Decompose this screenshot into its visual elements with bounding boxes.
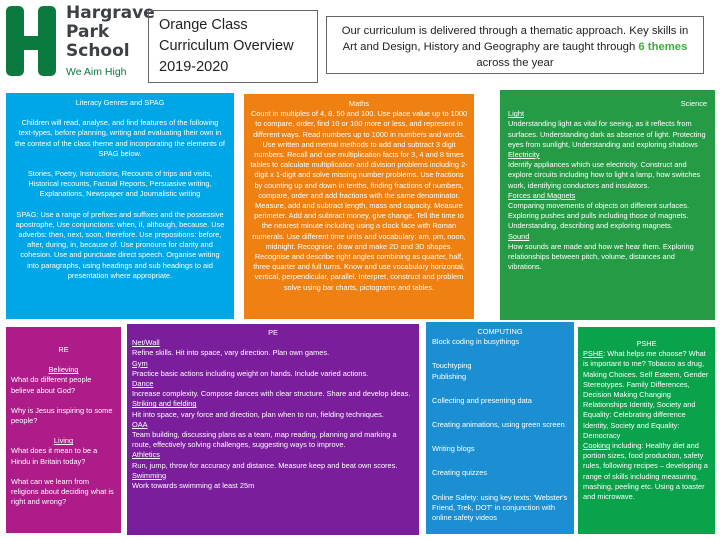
pe-dance-body: Increase complexity. Compose dances with clear structure. Share and develop ideas. bbox=[132, 389, 411, 399]
pe-oaa-title: OAA bbox=[132, 419, 148, 429]
science-heading: Science bbox=[680, 99, 707, 108]
literacy-panel bbox=[6, 93, 234, 319]
pshe-heading: PSHE bbox=[636, 339, 657, 348]
re-question: What does it mean to be a Hindu in Britain today? bbox=[11, 446, 98, 466]
re-living-title: Living bbox=[53, 436, 74, 446]
maths-heading: Maths bbox=[348, 99, 370, 108]
re-question: What can we learn from religions about deciding what is right and wrong? bbox=[11, 476, 114, 507]
re-heading: RE bbox=[58, 345, 69, 354]
science-electricity-title: Electricity bbox=[508, 150, 540, 160]
computing-item: Block coding in busythings bbox=[432, 337, 520, 347]
re-panel bbox=[6, 327, 121, 533]
pe-heading: PE bbox=[268, 328, 278, 337]
curriculum-intro: Our curriculum is delivered through a thematic approach. Key skills in Art and Design, History and Geography are taught through 6 themes across the year bbox=[326, 16, 704, 74]
computing-item: Collecting and presenting data bbox=[432, 395, 532, 405]
school-tagline: We Aim High bbox=[66, 66, 127, 78]
science-panel bbox=[500, 90, 715, 320]
computing-item: Touchtyping Publishing bbox=[432, 361, 472, 381]
pshe-cooking: Cooking including: Healthy diet and portion sizes, food production, safety rules, following recipes – developing a range of skills including measuring, mashing, peeling etc. Using a toaster and microwave. bbox=[583, 441, 708, 502]
pe-oaa-body: Team building, discussing plans as a team, map reading, planning and marking a route, effectively solving challenges, suggesting ways to improve. bbox=[132, 430, 397, 450]
pe-netwall-title: Net/Wall bbox=[132, 338, 160, 348]
literacy-intro: Children will read, analyse, and find features of the following text-types, before planning, writing and evaluating their own in the context of the class theme and incorporating the elements of SPAG below. bbox=[15, 118, 225, 158]
maths-body: Count in multiples of 4, 8, 50 and 100. Use place value up to 1000 to compare, order, find 10 or 100 more or less, and represent in different ways. Read numbers up to 1000 in numbers and words. Use written and mental methods to add and subtract 3 digit numbers. Recall and use multiplication facts for 3, 4 and 8 times tables to calculate multiplication and division problems including 2-digit x 1-digit and solve missing number problems. Use fractions by counting up and down in tenths, finding fractions of numbers, compare, order and add fractions with the same denominator. Measure, add and subtract length, mass and capacity. Measure perimeter. Add and subtract money, give change. Tell the time to the nearest minute including using a clock face with Roman numerals. Use different time units and vocabulary: am, pm, noon, midnight. Recognise, draw and make 2D and 3D shapes. Recognise and describe right angles combining as quarter, half, three quarter and full turns. Know and use vocabulary horizontal, vertical, perpendicular, parallel. Interpret, construct and problem solve using bar charts, pictograms and tables. bbox=[250, 109, 468, 292]
science-light-title: Light bbox=[508, 109, 525, 119]
computing-heading: COMPUTING bbox=[477, 327, 523, 336]
pe-striking-title: Striking and fielding bbox=[132, 399, 197, 409]
science-forces-body: Comparing movements of objects on different surfaces. Exploring pushes and pulls including those of magnets. Understanding, describing and exploring magnets. bbox=[508, 201, 690, 231]
school-logo bbox=[2, 2, 155, 84]
pshe-panel bbox=[578, 327, 715, 534]
maths-panel bbox=[244, 94, 474, 319]
science-electricity-body: Identify appliances which use electricity. Construct and explore circuits including how to light a lamp, how switches work, identifying conductors and insulators. bbox=[508, 160, 701, 190]
h-logo-icon bbox=[2, 2, 60, 82]
pshe-body: PSHE: What helps me choose? What is important to me? Tobacco as drug, Making Choices. Self Esteem, Gender Stereotypes. Family Differences, Decision Making Changing Relationships Identity, Society and Equality: Celebrating difference Identity, Society and Equality: Democracy bbox=[583, 349, 709, 440]
re-question: What do different people believe about God? bbox=[11, 375, 92, 395]
computing-item: Writing blogs bbox=[432, 444, 475, 454]
science-light-body: Understanding light as vital for seeing, as it reflects from surfaces. Understanding dark as absence of light. Protecting eyes from sunlight, Understanding and exploring shadows bbox=[508, 119, 706, 149]
pe-athletics-body: Run, jump, throw for accuracy and distance. Measure keep and beat own scores. bbox=[132, 460, 398, 470]
pe-netwall-body: Refine skills. Hit into space, vary direction. Plan own games. bbox=[132, 348, 330, 358]
pe-panel bbox=[127, 324, 419, 535]
computing-panel bbox=[426, 322, 574, 534]
literacy-genres: Stories, Poetry, Instructions, Recounts of trips and visits, Historical recounts, Factual Reports, Persuasive writing, Explanations, Newspaper and Journalistic writing bbox=[27, 169, 213, 199]
computing-item: Creating quizzes bbox=[432, 468, 488, 478]
pe-dance-title: Dance bbox=[132, 379, 154, 389]
science-sound-body: How sounds are made and how we hear them. Exploring relationships between pitch, volume, distances and vibrations. bbox=[508, 241, 694, 272]
pe-athletics-title: Athletics bbox=[132, 450, 160, 460]
computing-item: Online Safety: using key texts: 'Webster's Friend, Trek, DOT' in conjunction with online safety videos bbox=[432, 492, 568, 523]
literacy-spag: SPAG: Use a range of prefixes and suffixes and the possessive apostrophe, Use conjunctions: when, if, although, because. Use adverbs: then, next, soon, therefore. Use prepositions: before, after, during, in, because of. Use pronouns for clarity and cohesion. Use and punctuate direct speech. Organise writing into paragraphs, using headings and sub headings to aid presentation where appropriate. bbox=[15, 209, 225, 280]
pe-swimming-title: Swimming bbox=[132, 470, 167, 480]
pe-striking-body: Hit into space, vary force and direction, plan when to run, fielding techniques. bbox=[132, 409, 384, 419]
re-believing-title: Believing bbox=[48, 365, 79, 375]
school-name: Hargrave Park School bbox=[66, 3, 155, 61]
science-sound-title: Sound bbox=[508, 231, 530, 241]
themes-highlight: 6 themes bbox=[638, 41, 688, 53]
page-title: Orange Class Curriculum Overview 2019-2020 bbox=[148, 10, 318, 83]
pe-gym-title: Gym bbox=[132, 358, 148, 368]
re-question: Why is Jesus inspiring to some people? bbox=[11, 405, 113, 426]
literacy-heading: Literacy Genres and SPAG bbox=[75, 98, 165, 107]
pe-swimming-body: Work towards swimming at least 25m bbox=[132, 481, 255, 491]
computing-item: Creating animations, using green screen bbox=[432, 420, 565, 430]
pe-gym-body: Practice basic actions including weight on hands. Include varied actions. bbox=[132, 368, 369, 378]
science-forces-title: Forces and Magnets bbox=[508, 190, 576, 200]
